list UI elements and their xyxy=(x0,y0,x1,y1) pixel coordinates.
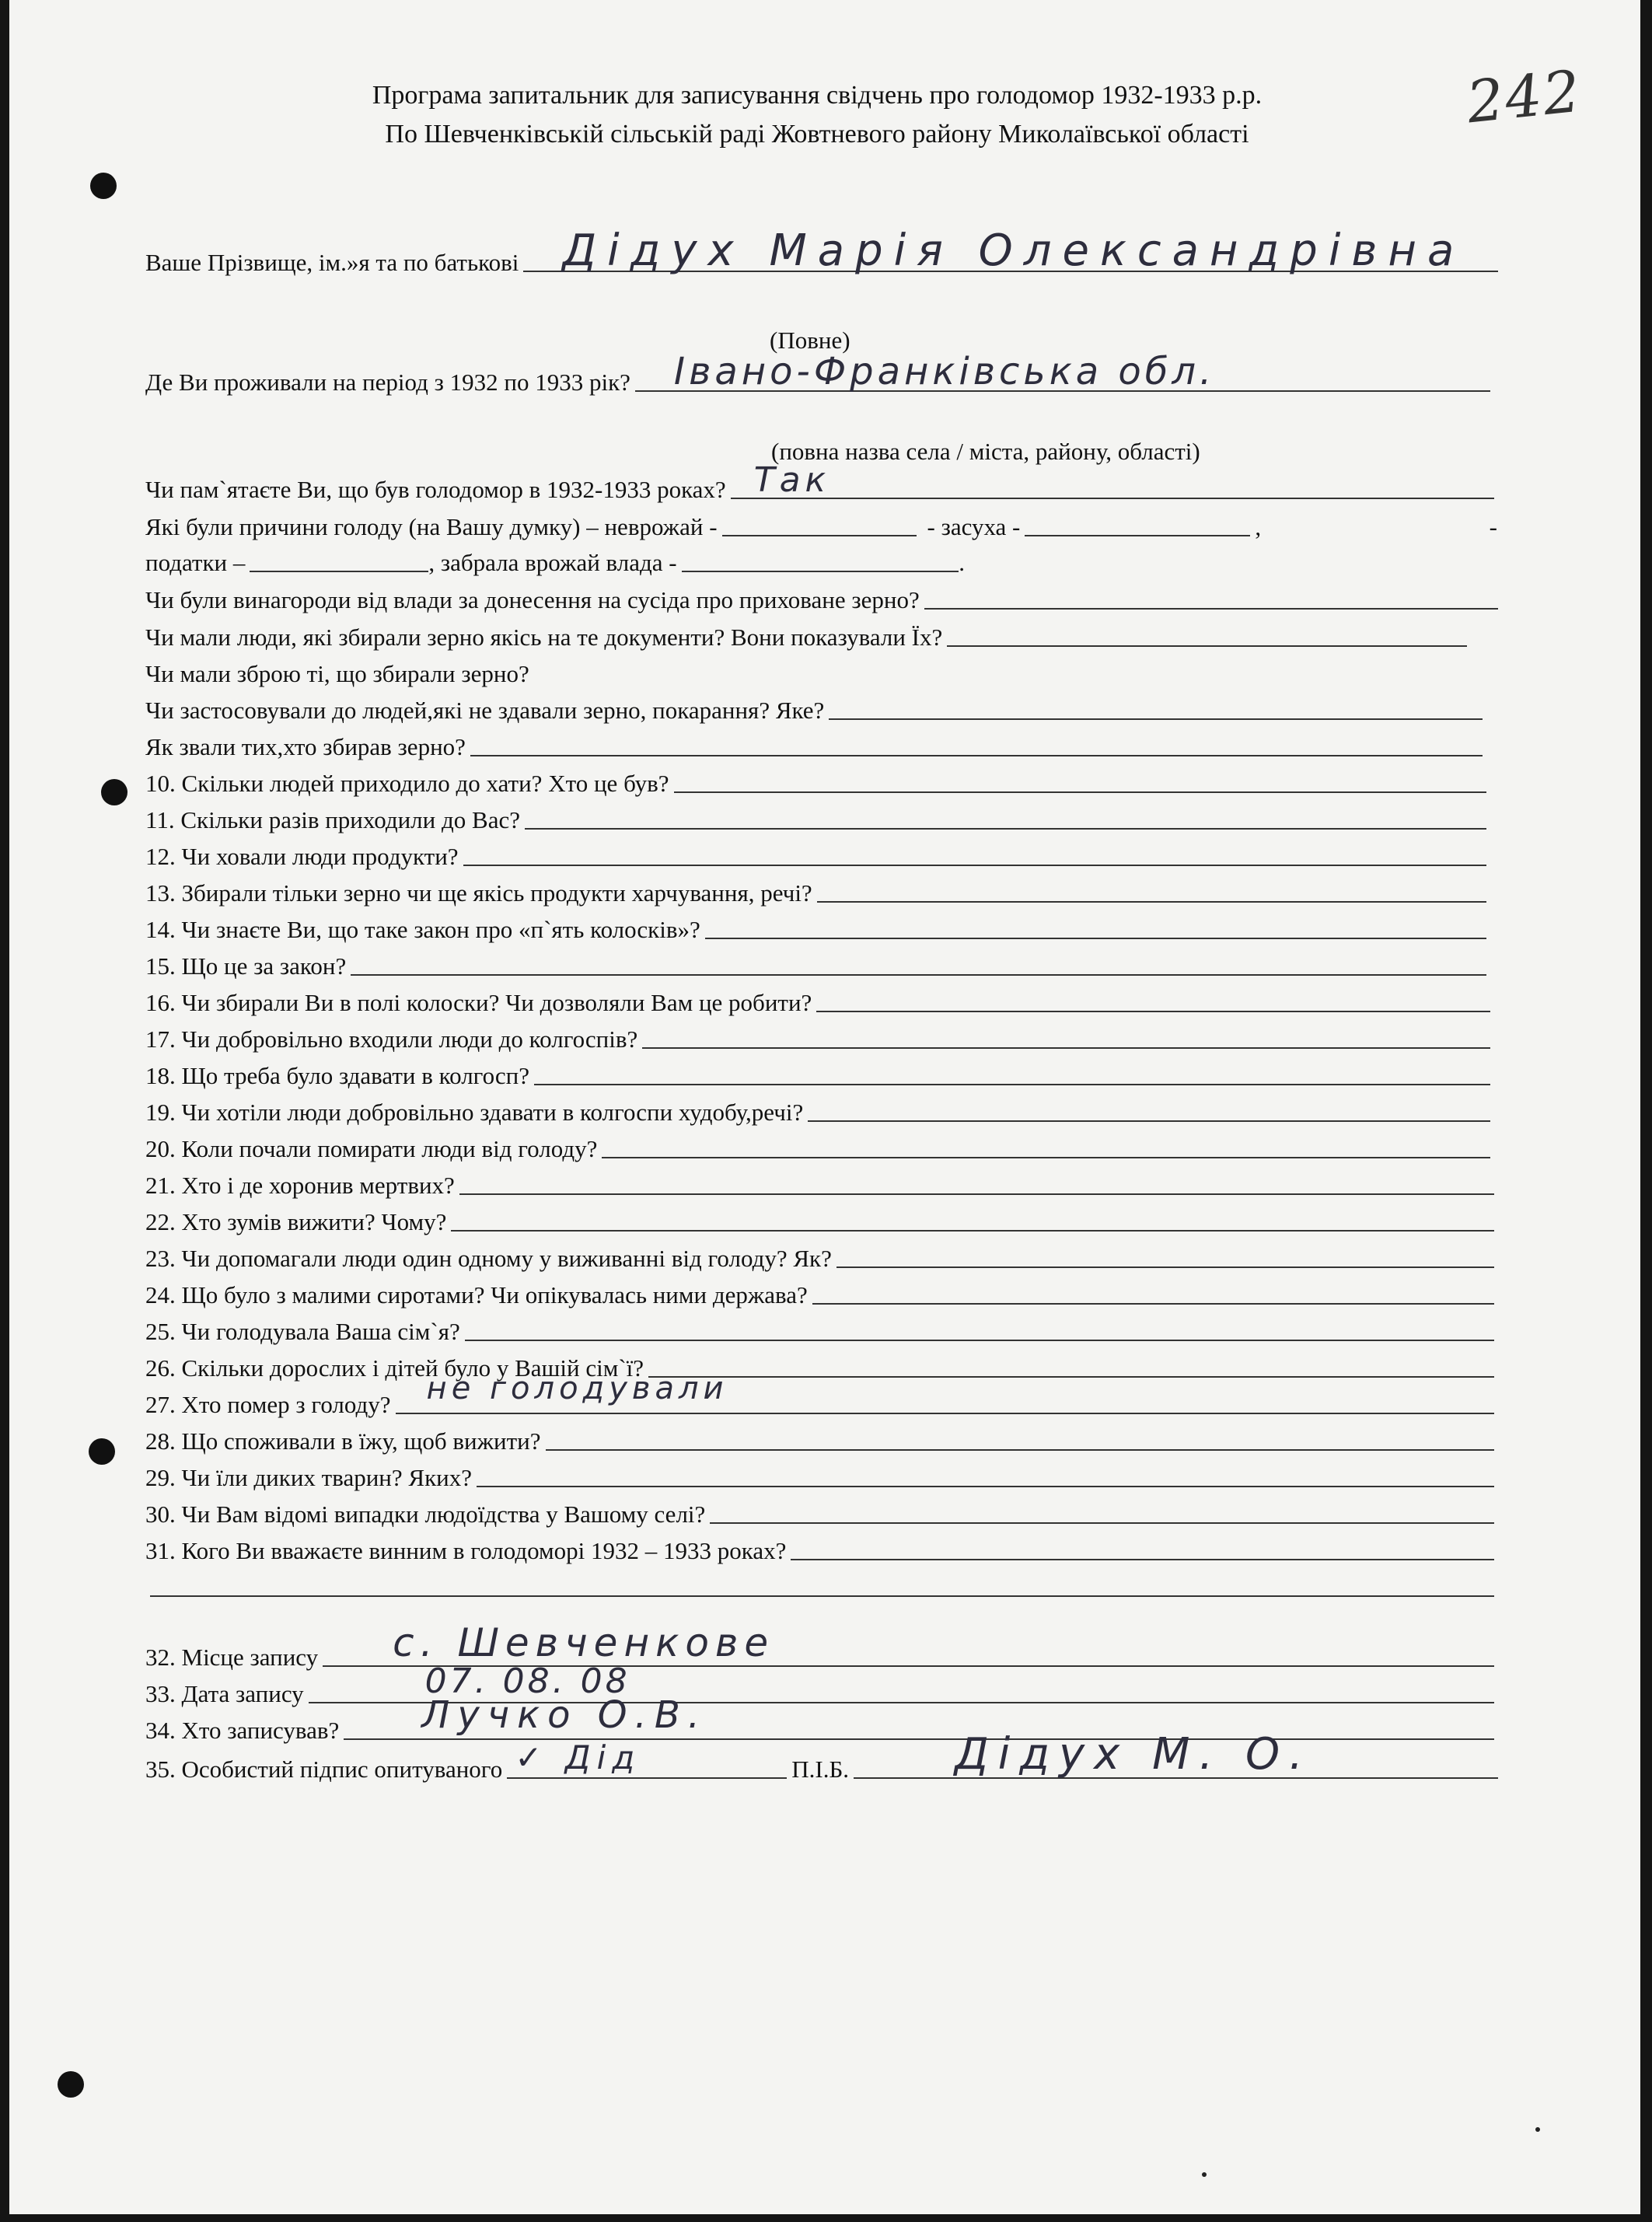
question-label: 10. Скільки людей приходило до хати? Хто це був? xyxy=(145,770,669,797)
question-row xyxy=(145,1272,1494,1309)
question-label: 27. Хто помер з голоду? xyxy=(145,1391,391,1418)
name-label: Ваше Прізвище, ім.»я та по батькові xyxy=(145,249,519,276)
question-row xyxy=(145,1528,1494,1565)
causes-label: Які були причини голоду (на Вашу думку) – неврожай - xyxy=(145,513,718,540)
name-answer: Дідух Марія Олександрівна xyxy=(562,225,1465,276)
question-row xyxy=(145,907,1486,944)
question-row xyxy=(145,614,1467,652)
question-label: 31. Кого Ви вважаєте винним в голодоморі 1932 – 1933 роках? xyxy=(145,1537,787,1564)
pib-answer: Дідух М. О. xyxy=(955,1729,1312,1780)
answer-field[interactable] xyxy=(817,873,1486,903)
remember-label: Чи пам`ятаєте Ви, що був голодомор в 1932-1933 роках? xyxy=(145,476,726,503)
question-row xyxy=(145,1564,1494,1602)
answer-field[interactable] xyxy=(924,580,1498,610)
question-label: 11. Скільки разів приходили до Вас? xyxy=(145,806,520,833)
answer-field[interactable] xyxy=(459,1165,1494,1195)
place-row xyxy=(145,1620,1494,1672)
question-row xyxy=(145,1345,1494,1382)
question-label: 30. Чи Вам відомі випадки людоїдства у Вашому селі? xyxy=(145,1501,706,1528)
signature-label: 35. Особистий підпис опитуваного xyxy=(145,1756,503,1783)
question-row xyxy=(145,943,1486,980)
answer-field[interactable] xyxy=(396,1371,1494,1414)
seized-field[interactable] xyxy=(682,543,959,572)
answer-field[interactable] xyxy=(808,1092,1490,1122)
question-row xyxy=(145,1016,1490,1053)
question-label: Як звали тих,хто збирав зерно? xyxy=(145,733,466,760)
answer-field[interactable] xyxy=(791,1531,1494,1560)
answer-field[interactable] xyxy=(463,837,1486,866)
answer-field[interactable] xyxy=(477,1458,1494,1487)
signature-field[interactable] xyxy=(507,1738,787,1779)
question-label: 20. Коли почали помирати люди від голоду? xyxy=(145,1135,598,1162)
speck xyxy=(1202,2172,1207,2177)
residence-row xyxy=(145,350,1490,397)
answer-field[interactable] xyxy=(451,1202,1494,1232)
handwritten-answer: не голодували xyxy=(426,1371,728,1406)
binder-hole xyxy=(101,779,127,805)
answer-field[interactable] xyxy=(710,1494,1494,1524)
date-row xyxy=(145,1661,1494,1708)
answer-field[interactable] xyxy=(829,690,1483,720)
place-label: 32. Місце запису xyxy=(145,1644,319,1671)
answer-field[interactable] xyxy=(465,1312,1494,1341)
answer-field[interactable] xyxy=(525,800,1486,830)
speck xyxy=(1535,2127,1540,2132)
question-row xyxy=(145,1308,1494,1346)
taxes-label: податки – xyxy=(145,549,246,576)
name-row xyxy=(145,225,1498,277)
crop-failure-field[interactable] xyxy=(722,507,917,536)
question-row xyxy=(145,577,1498,614)
question-label: 15. Що це за закон? xyxy=(145,952,347,980)
question-row xyxy=(145,1491,1494,1528)
answer-field[interactable] xyxy=(602,1129,1490,1158)
signature-answer: ✓ Дід xyxy=(515,1738,641,1777)
question-label: 24. Що було з малими сиротами? Чи опікувалась ними держава? xyxy=(145,1281,808,1308)
question-label: 22. Хто зумів вижити? Чому? xyxy=(145,1208,447,1235)
question-label: 25. Чи голодувала Ваша сім`я? xyxy=(145,1318,460,1345)
question-row xyxy=(145,1053,1490,1090)
residence-answer: Івано-Франківська обл. xyxy=(673,350,1216,393)
residence-label: Де Ви проживали на період з 1932 по 1933 рік? xyxy=(145,369,630,396)
question-row xyxy=(145,1199,1494,1236)
question-row xyxy=(145,1418,1494,1455)
question-row xyxy=(145,833,1486,871)
question-row xyxy=(145,724,1483,761)
question-label: 18. Що треба було здавати в колгосп? xyxy=(145,1062,529,1089)
answer-field[interactable] xyxy=(812,1275,1494,1305)
causes-row-1: Які були причини голоду (на Вашу думку) – неврожай - - засуха - , - xyxy=(145,504,1502,541)
residence-hint: (повна назва села / міста, району, області) xyxy=(771,438,1200,465)
question-row xyxy=(145,1089,1490,1127)
binder-hole xyxy=(90,173,117,199)
answer-field[interactable] xyxy=(351,946,1486,976)
recorder-answer: Лучко О.В. xyxy=(421,1693,707,1737)
question-label: 19. Чи хотіли люди добровільно здавати в колгоспи худобу,речі? xyxy=(145,1099,804,1126)
remember-answer: Так xyxy=(753,460,831,500)
question-label: Чи мали зброю ті, що збирали зерно? xyxy=(145,660,529,687)
form-subtitle: По Шевченківській сільській раді Жовтневого району Миколаївської області xyxy=(385,120,1249,148)
answer-field[interactable] xyxy=(546,1421,1494,1451)
question-label: Чи були винагороди від влади за донесення на сусіда про приховане зерно? xyxy=(145,586,920,613)
answer-field[interactable] xyxy=(150,1567,1494,1597)
date-label: 33. Дата запису xyxy=(145,1680,304,1707)
questionnaire-page xyxy=(9,0,1640,2214)
question-row xyxy=(145,1126,1490,1163)
taxes-field[interactable] xyxy=(250,543,428,572)
question-row xyxy=(145,1455,1494,1492)
remember-row xyxy=(145,460,1494,504)
question-row xyxy=(145,1235,1494,1273)
question-label: 17. Чи добровільно входили люди до колгоспів? xyxy=(145,1025,638,1053)
name-field[interactable] xyxy=(523,225,1498,276)
binder-hole xyxy=(89,1438,115,1465)
question-label: 23. Чи допомагали люди один одному у виживанні від голоду? Як? xyxy=(145,1245,832,1272)
question-row xyxy=(145,651,612,688)
question-row xyxy=(145,687,1483,725)
answer-field[interactable] xyxy=(648,1348,1494,1378)
question-label: 16. Чи збирали Ви в полі колоски? Чи дозволяли Вам це робити? xyxy=(145,989,812,1016)
date-answer: 07. 08. 08 xyxy=(424,1661,630,1701)
seized-label: , забрала врожай влада - xyxy=(428,549,677,576)
answer-field[interactable] xyxy=(836,1239,1494,1268)
question-row xyxy=(145,1162,1494,1200)
question-row xyxy=(145,980,1490,1017)
drought-field[interactable] xyxy=(1025,507,1250,536)
question-label: 13. Збирали тільки зерно чи ще якісь продукти харчування, речі? xyxy=(145,879,812,907)
answer-field[interactable] xyxy=(947,617,1467,647)
binder-hole xyxy=(58,2071,84,2098)
question-label: 14. Чи знаєте Ви, що таке закон про «п`ять колосків»? xyxy=(145,916,700,943)
answer-field[interactable] xyxy=(642,1019,1490,1049)
place-answer: с. Шевченкове xyxy=(393,1620,775,1665)
question-label: 29. Чи їли диких тварин? Яких? xyxy=(145,1464,472,1491)
question-label: 28. Що споживали в їжу, щоб вижити? xyxy=(145,1427,541,1455)
question-row xyxy=(145,797,1486,834)
question-label: Чи застосовували до людей,які не здавали зерно, покарання? Яке? xyxy=(145,697,825,724)
answer-field[interactable] xyxy=(470,727,1483,756)
answer-field[interactable] xyxy=(816,983,1490,1012)
question-row xyxy=(145,760,1486,798)
answer-field[interactable] xyxy=(674,763,1486,793)
pib-field[interactable] xyxy=(854,1729,1498,1780)
question-label: 21. Хто і де хоронив мертвих? xyxy=(145,1172,455,1199)
pib-label: П.І.Б. xyxy=(791,1756,850,1783)
causes-row-2: податки – , забрала врожай влада - . xyxy=(145,540,969,577)
question-label: Чи мали люди, які збирали зерно якісь на те документи? Вони показували Їх? xyxy=(145,624,943,651)
question-row xyxy=(145,870,1486,907)
question-label: 26. Скільки дорослих і дітей було у Вашій сім`ї? xyxy=(145,1354,644,1382)
question-row xyxy=(145,1371,1494,1419)
residence-field[interactable] xyxy=(635,350,1490,393)
page-number: 242 xyxy=(1463,58,1585,137)
answer-field[interactable] xyxy=(534,1056,1490,1085)
form-title: Програма запитальник для записування свідчень про голодомор 1932-1933 р.р. xyxy=(372,81,1263,110)
answer-field[interactable] xyxy=(705,910,1486,939)
drought-label: - засуха - xyxy=(927,513,1021,540)
question-label: 12. Чи ховали люди продукти? xyxy=(145,843,459,870)
remember-field[interactable] xyxy=(731,460,1494,500)
recorder-field[interactable] xyxy=(344,1693,1494,1740)
recorder-label: 34. Хто записував? xyxy=(145,1717,340,1744)
residence-full-note: (Повне) xyxy=(770,327,850,354)
